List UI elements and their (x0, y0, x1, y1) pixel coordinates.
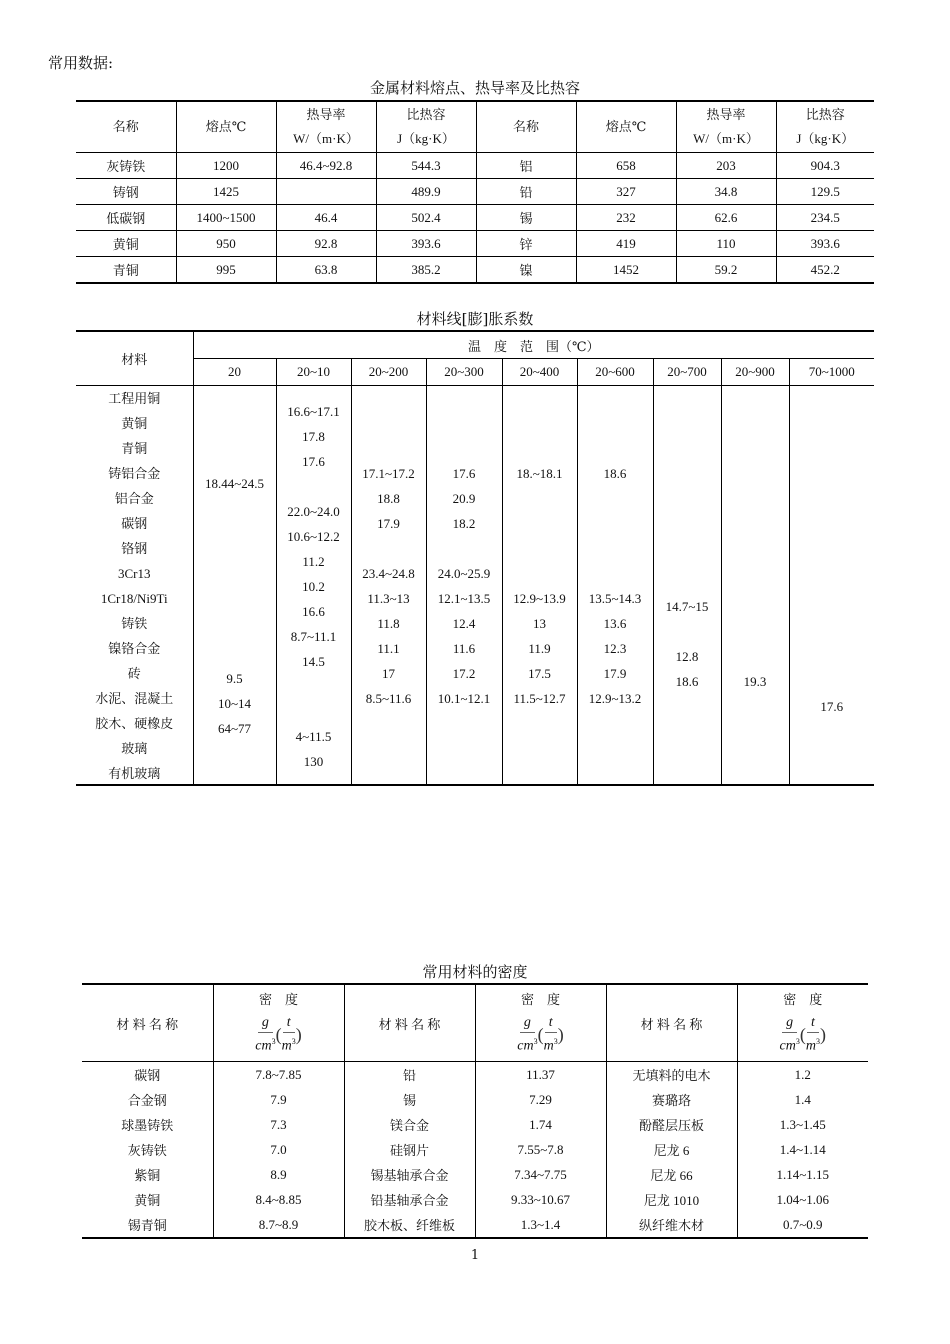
coefficient-value: 13 (533, 616, 546, 631)
table-row (82, 1087, 868, 1112)
table-cell: 青铜 (76, 257, 176, 284)
coefficient-value: 18.~18.1 (516, 466, 563, 481)
table-cell: 8.4~8.85 (213, 1187, 344, 1212)
header-conductivity: 热导率 W/（m·K） (676, 101, 776, 153)
coefficient-value: 13.5~14.3 (588, 591, 642, 606)
material-list (76, 386, 193, 784)
table-row (82, 1162, 868, 1187)
coefficient-column (193, 386, 276, 786)
coefficient-list (277, 386, 351, 784)
temperature-header: 20~700 (653, 359, 721, 386)
material-name: 1Cr18/Ni9Ti (100, 591, 168, 606)
table-cell: 铸钢 (76, 179, 176, 205)
temperature-header: 20~200 (351, 359, 426, 386)
table-row (82, 1137, 868, 1162)
coefficient-value: 20.9 (452, 491, 476, 506)
table-cell: 110 (676, 231, 776, 257)
coefficient-value: 18.44~24.5 (204, 476, 265, 491)
table-row (76, 205, 874, 231)
coefficient-value: 22.0~24.0 (287, 503, 340, 519)
header-material-name: 材 料 名 称 (344, 984, 475, 1062)
table-cell: 489.9 (376, 179, 476, 205)
coefficient-value: 10.1~12.1 (437, 691, 491, 706)
table-cell: 234.5 (776, 205, 874, 231)
table-cell: 9.33~10.67 (475, 1187, 606, 1212)
paren-close: ) (295, 1024, 302, 1045)
coefficient-value: 16.6~17.1 (287, 403, 340, 419)
table-cell: 灰铸铁 (127, 1143, 167, 1158)
table-cell: 铅 (344, 1062, 475, 1088)
coefficient-value: 14.5 (302, 653, 325, 669)
coefficient-value: 12.4 (452, 616, 476, 631)
table-cell: 419 (576, 231, 676, 257)
table-cell: 1.2 (737, 1062, 868, 1088)
table-cell: 1.4~1.14 (737, 1137, 868, 1162)
table-cell: 1425 (176, 179, 276, 205)
table-cell: 393.6 (376, 231, 476, 257)
table-cell: 46.4~92.8 (276, 153, 376, 179)
table-cell: 黄铜 (134, 1193, 161, 1208)
table-cell: 0.7~0.9 (737, 1212, 868, 1238)
coefficient-value: 10~14 (217, 696, 252, 711)
header-density (475, 984, 606, 1062)
table-cell: 8.9 (213, 1162, 344, 1187)
table-cell: 镍 (476, 257, 576, 284)
coefficient-list (194, 386, 276, 784)
coefficient-value: 17.9 (377, 516, 400, 531)
coefficient-value: 8.5~11.6 (365, 691, 412, 706)
table-cell: 锌 (476, 231, 576, 257)
coefficient-list (790, 386, 875, 784)
table-cell: 385.2 (376, 257, 476, 284)
table-cell: 7.34~7.75 (475, 1162, 606, 1187)
header-density (213, 984, 344, 1062)
table-cell: 7.55~7.8 (475, 1137, 606, 1162)
density-label: 密 度 (520, 992, 560, 1008)
coefficient-list (427, 386, 502, 784)
coefficient-value: 12.9~13.2 (588, 691, 642, 706)
table-cell: 452.2 (776, 257, 874, 284)
table-cell: 1.14~1.15 (737, 1162, 868, 1187)
table-cell: 34.8 (676, 179, 776, 205)
table-cell: 无填料的电木 (606, 1062, 737, 1088)
header-specific-heat: 比热容 J（kg·K） (776, 101, 874, 153)
table-cell: 63.8 (276, 257, 376, 284)
header-density (737, 984, 868, 1062)
table-cell: 锡 (476, 205, 576, 231)
table-cell: 赛璐珞 (606, 1087, 737, 1112)
table2-caption: 材料线[膨]胀系数 (416, 310, 534, 328)
temperature-header: 20~300 (426, 359, 502, 386)
material-name: 砖 (127, 666, 141, 681)
coefficient-value: 12.8 (675, 648, 699, 664)
melting-point-table (76, 100, 874, 284)
coefficient-value: 12.1~13.5 (437, 591, 491, 606)
coefficient-value: 17.6 (452, 466, 476, 481)
header-melting-point: 熔点℃ (576, 101, 676, 153)
header-material-name: 材 料 名 称 (606, 984, 737, 1062)
table-cell: 544.3 (376, 153, 476, 179)
coefficient-value: 24.0~25.9 (437, 566, 491, 581)
material-name: 铸铁 (121, 616, 148, 631)
header-material-name: 材 料 名 称 (82, 984, 213, 1062)
density-label: 密 度 (258, 992, 298, 1008)
table3-caption: 常用材料的密度 (422, 963, 528, 981)
coefficient-value: 10.6~12.2 (287, 528, 340, 544)
unit-t-per-m3: $\frac{t}{m^3}$ (281, 1015, 296, 1054)
paren-open: ( (537, 1024, 544, 1045)
coefficient-value: 17.2 (452, 666, 476, 681)
coefficient-value: 14.7~15 (665, 598, 709, 614)
coefficient-column (653, 386, 721, 786)
table-cell: 酚醛层压板 (606, 1112, 737, 1137)
coefficient-column (276, 386, 351, 786)
material-name: 镍铬合金 (108, 641, 161, 656)
coefficient-value: 18.8 (377, 491, 400, 506)
table-cell: 锡基轴承合金 (344, 1162, 475, 1187)
density-label: 密 度 (783, 992, 823, 1008)
temperature-header: 20~10 (276, 359, 351, 386)
table-cell: 铅 (476, 179, 576, 205)
table-cell: 黄铜 (76, 231, 176, 257)
temperature-header: 20~400 (502, 359, 577, 386)
page-heading: 常用数据: (48, 54, 114, 72)
table-cell: 纵纤维木材 (606, 1212, 737, 1238)
coefficient-value: 17 (382, 666, 395, 681)
coefficient-value: 11.5~12.7 (513, 691, 566, 706)
material-name: 铸铝合金 (108, 466, 161, 481)
table-row (76, 231, 874, 257)
coefficient-value: 8.7~11.1 (290, 628, 337, 644)
coefficient-column (721, 386, 789, 786)
paren-open: ( (799, 1024, 806, 1045)
table-cell: 7.8~7.85 (213, 1062, 344, 1088)
table-cell: 铝 (476, 153, 576, 179)
coefficient-value: 17.5 (528, 666, 551, 681)
material-name: 碳钢 (121, 516, 148, 531)
unit-g-per-cm3: $\frac{g}{cm^3}$ (517, 1015, 538, 1054)
coefficient-value: 18.2 (452, 516, 476, 531)
table-cell: 锡 (344, 1087, 475, 1112)
coefficient-value: 12.3 (603, 641, 627, 656)
coefficient-value: 18.6 (675, 673, 699, 689)
table-cell: 碳钢 (134, 1068, 161, 1083)
material-column (76, 386, 193, 786)
table-cell: 995 (176, 257, 276, 284)
table-cell: 203 (676, 153, 776, 179)
paren-close: ) (557, 1024, 564, 1045)
coefficient-column (789, 386, 874, 786)
table-cell: 1.74 (475, 1112, 606, 1137)
table-cell: 7.0 (213, 1137, 344, 1162)
table-cell: 658 (576, 153, 676, 179)
table-row (82, 1187, 868, 1212)
table-cell: 1.04~1.06 (737, 1187, 868, 1212)
header-name: 名称 (476, 101, 576, 153)
table-cell: 7.9 (213, 1087, 344, 1112)
coefficient-value: 11.2 (302, 553, 325, 569)
table-cell: 59.2 (676, 257, 776, 284)
coefficient-value: 19.3 (743, 673, 767, 689)
material-name: 3Cr13 (118, 566, 151, 581)
table-cell: 1.3~1.4 (475, 1212, 606, 1238)
table-cell: 950 (176, 231, 276, 257)
table-cell: 8.7~8.9 (213, 1212, 344, 1238)
table-cell: 129.5 (776, 179, 874, 205)
table-cell: 硅钢片 (344, 1137, 475, 1162)
coefficient-value: 11.6 (452, 641, 476, 656)
coefficient-value: 18.6 (603, 466, 627, 481)
coefficient-value: 17.6 (302, 453, 325, 469)
table-row (76, 153, 874, 179)
table1-caption: 金属材料熔点、热导率及比热容 (369, 79, 580, 97)
table-cell: 低碳钢 (76, 205, 176, 231)
density-unit (476, 1014, 606, 1056)
material-name: 水泥、混凝土 (95, 691, 174, 706)
coefficient-value: 64~77 (217, 721, 252, 736)
coefficient-column (351, 386, 426, 786)
coefficient-value: 11.8 (377, 616, 400, 631)
material-name: 铝合金 (114, 491, 154, 506)
table-cell: 球墨铸铁 (121, 1118, 174, 1133)
coefficient-value: 17.9 (603, 666, 627, 681)
table-cell: 尼龙 1010 (606, 1187, 737, 1212)
table-cell: 1.3~1.45 (737, 1112, 868, 1137)
unit-g-per-cm3: $\frac{g}{cm^3}$ (255, 1015, 276, 1054)
coefficient-value: 17.8 (302, 428, 325, 444)
header-conductivity: 热导率 W/（m·K） (276, 101, 376, 153)
table-cell: 1400~1500 (176, 205, 276, 231)
coefficient-value: 23.4~24.8 (362, 566, 415, 581)
table-cell: 镁合金 (344, 1112, 475, 1137)
material-name: 工程用铜 (108, 391, 161, 406)
coefficient-value: 17.6 (820, 698, 844, 714)
unit-t-per-m3: $\frac{t}{m^3}$ (805, 1015, 820, 1054)
density-unit (738, 1014, 869, 1056)
table-cell: 46.4 (276, 205, 376, 231)
table-cell: 62.6 (676, 205, 776, 231)
table-row (82, 1062, 868, 1088)
table-cell: 胶木板、纤维板 (344, 1212, 475, 1238)
header-melting-point: 熔点℃ (176, 101, 276, 153)
table-cell: 502.4 (376, 205, 476, 231)
table-row (82, 1212, 868, 1238)
material-name: 青铜 (121, 441, 148, 456)
expansion-coefficient-table (76, 330, 874, 786)
material-name: 胶木、硬橡皮 (95, 716, 174, 731)
header-specific-heat: 比热容 J（kg·K） (376, 101, 476, 153)
coefficient-value: 130 (303, 753, 324, 769)
table-cell: 904.3 (776, 153, 874, 179)
unit-g-per-cm3: $\frac{g}{cm^3}$ (779, 1015, 800, 1054)
coefficient-value: 10.2 (302, 578, 325, 594)
table-cell: 1.4 (737, 1087, 868, 1112)
table-row (76, 257, 874, 284)
coefficient-list (352, 386, 426, 784)
material-name: 铬钢 (121, 541, 148, 556)
coefficient-list (722, 386, 789, 784)
table-cell (276, 179, 376, 205)
coefficient-column (426, 386, 502, 786)
header-name: 名称 (76, 101, 176, 153)
table-cell: 尼龙 6 (606, 1137, 737, 1162)
table-row (76, 179, 874, 205)
temperature-header: 20 (193, 359, 276, 386)
header-material: 材料 (76, 331, 193, 386)
table-cell: 327 (576, 179, 676, 205)
coefficient-value: 9.5 (226, 671, 243, 686)
coefficient-column (577, 386, 653, 786)
table-cell: 232 (576, 205, 676, 231)
density-table (82, 983, 868, 1239)
coefficient-list (503, 386, 577, 784)
table-cell: 灰铸铁 (76, 153, 176, 179)
material-name: 有机玻璃 (108, 766, 161, 781)
table-cell: 393.6 (776, 231, 874, 257)
table-cell: 合金钢 (127, 1093, 167, 1108)
table-cell: 紫铜 (134, 1168, 161, 1183)
coefficient-value: 11.3~13 (367, 591, 410, 606)
table-cell: 1200 (176, 153, 276, 179)
table-cell: 铅基轴承合金 (344, 1187, 475, 1212)
table-cell: 7.29 (475, 1087, 606, 1112)
table-cell: 7.3 (213, 1112, 344, 1137)
material-name: 玻璃 (121, 741, 148, 756)
paren-open: ( (275, 1024, 282, 1045)
page-number: 1 (470, 1248, 480, 1263)
coefficient-value: 17.1~17.2 (362, 466, 415, 481)
temperature-header: 20~900 (721, 359, 789, 386)
coefficient-list (578, 386, 653, 784)
table-cell: 1452 (576, 257, 676, 284)
density-unit (214, 1014, 344, 1056)
coefficient-list (654, 386, 721, 784)
temperature-header: 70~1000 (789, 359, 874, 386)
coefficient-value: 12.9~13.9 (513, 591, 566, 606)
table-cell: 尼龙 66 (606, 1162, 737, 1187)
paren-close: ) (819, 1024, 826, 1045)
temperature-header: 20~600 (577, 359, 653, 386)
coefficient-value: 16.6 (302, 603, 325, 619)
coefficient-column (502, 386, 577, 786)
table-cell: 11.37 (475, 1062, 606, 1088)
material-name: 黄铜 (121, 416, 148, 431)
header-temperature-range: 温 度 范 围（℃） (193, 331, 874, 359)
coefficient-value: 4~11.5 (295, 728, 332, 744)
coefficient-value: 11.1 (377, 641, 400, 656)
table-row (82, 1112, 868, 1137)
coefficient-value: 11.9 (528, 641, 551, 656)
unit-t-per-m3: $\frac{t}{m^3}$ (543, 1015, 558, 1054)
table-cell: 锡青铜 (127, 1218, 167, 1233)
coefficient-value: 13.6 (603, 616, 627, 631)
table-cell: 92.8 (276, 231, 376, 257)
